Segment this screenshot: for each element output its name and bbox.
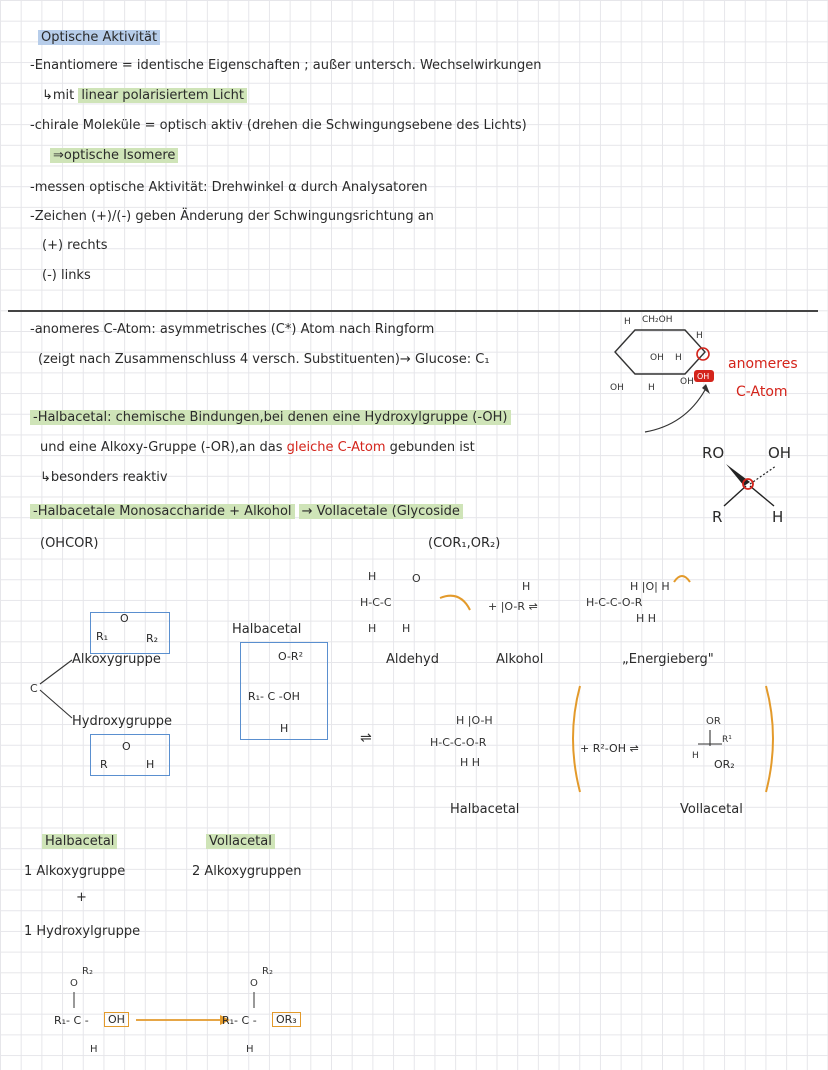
aldehyd-alkohol-reaction: [360, 560, 720, 650]
line-optische-isomere: ⇒optische Isomere: [50, 148, 178, 163]
reagent-r2-oh: + R²-OH ⇌: [580, 742, 639, 755]
line-enantiomere: -Enantiomere = identische Eigenschaften ; außer untersch. Wechselwirkungen: [30, 58, 542, 73]
svg-text:+ |O-R ⇌: + |O-R ⇌: [488, 600, 538, 613]
label-cor-or2: (COR₁,OR₂): [428, 536, 501, 551]
alkoxy-r1: R₁: [96, 630, 109, 643]
svg-text:H: H: [648, 383, 655, 393]
summary-vollacetal-title: Vollacetal: [206, 834, 275, 849]
svg-text:O: O: [412, 572, 421, 585]
svg-text:⇌: ⇌: [360, 730, 372, 746]
line-links: (-) links: [42, 268, 91, 283]
svg-text:H: H: [402, 622, 411, 635]
summary-halb-1: 1 Alkoxygruppe: [24, 864, 126, 879]
svg-text:CH₂OH: CH₂OH: [642, 315, 673, 325]
svg-text:C: C: [30, 682, 38, 695]
stereo-h: H: [772, 508, 784, 526]
svg-text:H-C-C-O-R: H-C-C-O-R: [430, 736, 487, 749]
svg-text:H: H: [675, 353, 682, 363]
line-halbacetal-def: -Halbacetal: chemische Bindungen,bei denen eine Hydroxylgruppe (-OH): [30, 410, 511, 425]
label-aldehyd: Aldehyd: [386, 652, 439, 667]
stereo-r: R: [712, 508, 723, 526]
stereo-oh: OH: [768, 444, 792, 462]
arrow-to-ring: [640, 380, 720, 440]
box-oh: OH: [104, 1012, 129, 1027]
label-alkohol: Alkohol: [496, 652, 544, 667]
svg-text:H: H: [624, 317, 631, 327]
bottom-structures: [50, 960, 350, 1060]
svg-text:H: H: [90, 1044, 98, 1055]
left-chain: R₁- C -: [54, 1014, 89, 1027]
hydroxy-r: R: [100, 758, 108, 771]
summary-plus: +: [76, 890, 87, 905]
line-zeichen: -Zeichen (+)/(-) geben Änderung der Schwingungsrichtung an: [30, 209, 434, 224]
svg-text:H H: H H: [636, 612, 657, 625]
summary-voll-1: 2 Alkoxygruppen: [192, 864, 302, 879]
label-anomeres: anomeres: [728, 356, 798, 372]
halbacetal-formula: R₁- C -OH: [248, 690, 300, 703]
svg-text:OH: OH: [610, 383, 624, 393]
hydroxy-h: H: [146, 758, 155, 771]
label-hydroxygruppe: Hydroxygruppe: [72, 714, 173, 729]
line-anomeres-2: (zeigt nach Zusammenschluss 4 versch. Substituenten)→ Glucose: C₁: [38, 352, 490, 367]
svg-text:H: H: [696, 331, 703, 341]
label-halbacetal-top: Halbacetal: [232, 622, 302, 637]
label-energieberg: „Energieberg": [622, 652, 714, 667]
svg-text:OH: OH: [650, 353, 664, 363]
svg-text:H H: H H: [460, 756, 481, 769]
svg-text:H |O| H: H |O| H: [630, 580, 670, 593]
halbacetal-structure: [360, 712, 560, 782]
branch-lines: [30, 650, 90, 730]
svg-text:H: H: [368, 570, 377, 583]
line-messen: -messen optische Aktivität: Drehwinkel α durch Analysatoren: [30, 180, 428, 195]
svg-text:H: H: [368, 622, 377, 635]
line-vollacetale: -Halbacetale Monosaccharide + Alkohol → Vollacetale (Glycoside: [30, 504, 463, 519]
label-c-atom: C-Atom: [736, 384, 788, 400]
summary-halb-2: 1 Hydroxylgruppe: [24, 924, 141, 939]
label-ohcor: (OHCOR): [40, 536, 99, 551]
line-chirale: -chirale Moleküle = optisch aktiv (drehen die Schwingungsebene des Lichts): [30, 118, 527, 133]
svg-text:H-C-C-O-R: H-C-C-O-R: [586, 596, 643, 609]
stereo-ro: RO: [702, 444, 725, 462]
label-or2: OR₂: [714, 758, 735, 771]
svg-text:H: H: [522, 580, 531, 593]
alkoxy-r2: R₂: [146, 632, 159, 645]
svg-text:R¹: R¹: [722, 735, 732, 745]
alkoxy-o: O: [120, 612, 129, 625]
svg-text:R₂: R₂: [82, 966, 93, 977]
stereo-center: [716, 462, 796, 512]
halbacetal-o: O-R²: [278, 650, 303, 663]
halbacetal-h: H: [280, 722, 289, 735]
line-reaktiv: ↳besonders reaktiv: [40, 470, 168, 485]
box-or3: OR₃: [272, 1012, 301, 1027]
svg-text:OR: OR: [706, 716, 721, 727]
line-polarisiert: ↳mit linear polarisiertem Licht: [42, 88, 247, 103]
right-chain: R₁- C -: [222, 1014, 257, 1027]
section-title-optische-aktivitaet: Optische Aktivität: [38, 30, 160, 45]
hydroxy-o: O: [122, 740, 131, 753]
svg-text:O: O: [250, 978, 258, 989]
label-halbacetal-bottom: Halbacetal: [450, 802, 520, 817]
svg-text:H: H: [692, 751, 699, 761]
svg-text:O: O: [70, 978, 78, 989]
svg-text:OH: OH: [680, 377, 694, 387]
svg-text:OH: OH: [697, 372, 710, 381]
line-halbacetal-def-2: und eine Alkoxy-Gruppe (-OR),an das gleiche C-Atom gebunden ist: [40, 440, 475, 455]
line-anomeres: -anomeres C-Atom: asymmetrisches (C*) Atom nach Ringform: [30, 322, 435, 337]
label-vollacetal-bottom: Vollacetal: [680, 802, 743, 817]
svg-text:H: H: [246, 1044, 254, 1055]
svg-text:H |O-H: H |O-H: [456, 714, 493, 727]
line-rechts: (+) rechts: [42, 238, 108, 253]
svg-text:R₂: R₂: [262, 966, 273, 977]
label-alkoxygruppe: Alkoxygruppe: [72, 652, 161, 667]
svg-text:H-C-C: H-C-C: [360, 596, 392, 609]
summary-halbacetal-title: Halbacetal: [42, 834, 117, 849]
